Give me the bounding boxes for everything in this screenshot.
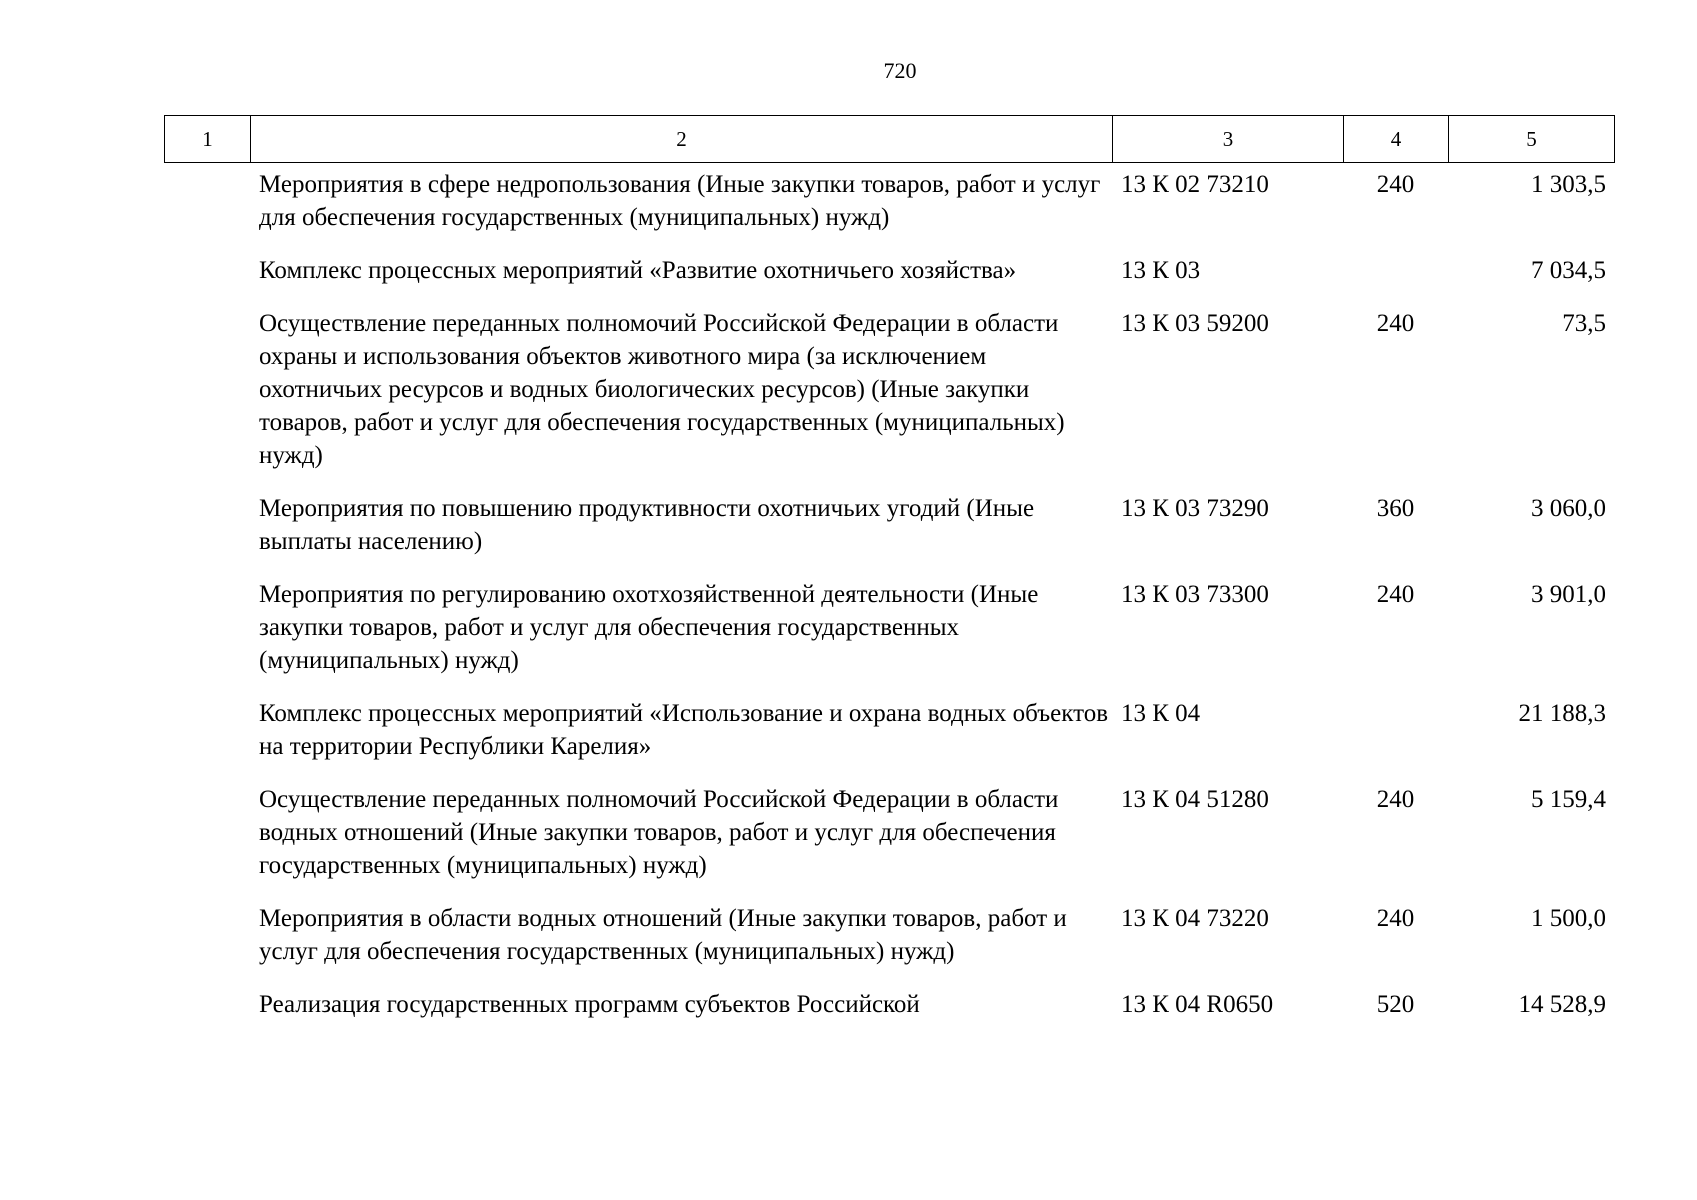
row-name: Осуществление переданных полномочий Российской Федерации в области охраны и использования объектов животного мира (за исключением охотничьих ресурсов и водных биологических ресурсов) (Иные закупки товаров, работ и услуг для обеспечения государственных (муниципальных) нужд) (259, 310, 1065, 469)
row-name: Осуществление переданных полномочий Российской Федерации в области водных отношений (Иные закупки товаров, работ и услуг для обеспечения государственных (муниципальных) нужд) (259, 786, 1059, 879)
row-spacer (164, 492, 250, 558)
table-row (164, 902, 1614, 968)
row-amount: 3 901,0 (1531, 581, 1606, 608)
row-code: 13 К 04 73220 (1121, 905, 1269, 932)
row-name: Реализация государственных программ субъектов Российской (259, 991, 920, 1018)
table-row (164, 492, 1614, 558)
row-name: Комплекс процессных мероприятий «Использование и охрана водных объектов на территории Республики Карелия» (259, 700, 1108, 760)
row-type: 240 (1376, 786, 1415, 813)
page-number: 720 (883, 58, 917, 83)
table-row (164, 307, 1614, 472)
header-col-5: 5 (1449, 116, 1615, 163)
row-type: 240 (1376, 171, 1415, 198)
row-type (1343, 254, 1448, 287)
row-spacer (164, 988, 250, 1021)
table-row (164, 578, 1614, 677)
row-type (1343, 697, 1448, 763)
row-code: 13 К 03 73300 (1121, 581, 1269, 608)
row-name: Мероприятия по повышению продуктивности охотничьих угодий (Иные выплаты населению) (259, 495, 1035, 555)
row-amount: 73,5 (1562, 310, 1606, 337)
row-name: Мероприятия в сфере недропользования (Иные закупки товаров, работ и услуг для обеспечения государственных (муниципальных) нужд) (259, 171, 1101, 231)
row-name: Мероприятия по регулированию охотхозяйственной деятельности (Иные закупки товаров, работ и услуг для обеспечения государственных (муниципальных) нужд) (259, 581, 1039, 674)
table-row (164, 168, 1614, 234)
row-name: Мероприятия в области водных отношений (Иные закупки товаров, работ и услуг для обеспечения государственных (муниципальных) нужд) (259, 905, 1067, 965)
header-col-3: 3 (1113, 116, 1344, 163)
row-spacer (164, 578, 250, 677)
table-row (164, 697, 1614, 763)
row-name: Комплекс процессных мероприятий «Развитие охотничьего хозяйства» (259, 257, 1017, 284)
row-code: 13 К 02 73210 (1121, 171, 1269, 198)
row-spacer (164, 902, 250, 968)
row-code: 13 К 04 51280 (1121, 786, 1269, 813)
row-code: 13 К 03 (1121, 257, 1201, 284)
header-col-2: 2 (251, 116, 1113, 163)
table-row (164, 783, 1614, 882)
row-spacer (164, 697, 250, 763)
row-code: 13 К 04 (1121, 700, 1201, 727)
row-amount: 5 159,4 (1531, 786, 1606, 813)
row-amount: 1 500,0 (1531, 905, 1606, 932)
row-amount: 7 034,5 (1531, 257, 1606, 284)
row-code: 13 К 03 59200 (1121, 310, 1269, 337)
row-spacer (164, 168, 250, 234)
table-body (164, 168, 1614, 1041)
row-amount: 14 528,9 (1518, 991, 1606, 1018)
row-type: 240 (1376, 905, 1415, 932)
row-spacer (164, 254, 250, 287)
row-spacer (164, 783, 250, 882)
header-col-1: 1 (165, 116, 251, 163)
row-amount: 1 303,5 (1531, 171, 1606, 198)
table-row (164, 254, 1614, 287)
row-type: 240 (1376, 581, 1415, 608)
table-row (164, 988, 1614, 1021)
header-col-4: 4 (1344, 116, 1449, 163)
row-type: 520 (1376, 991, 1415, 1018)
row-type: 240 (1376, 310, 1415, 337)
row-amount: 3 060,0 (1531, 495, 1606, 522)
row-amount: 21 188,3 (1518, 700, 1606, 727)
row-code: 13 К 04 R0650 (1121, 991, 1274, 1018)
row-code: 13 К 03 73290 (1121, 495, 1269, 522)
table-header (164, 115, 1615, 163)
row-spacer (164, 307, 250, 472)
row-type: 360 (1376, 495, 1415, 522)
